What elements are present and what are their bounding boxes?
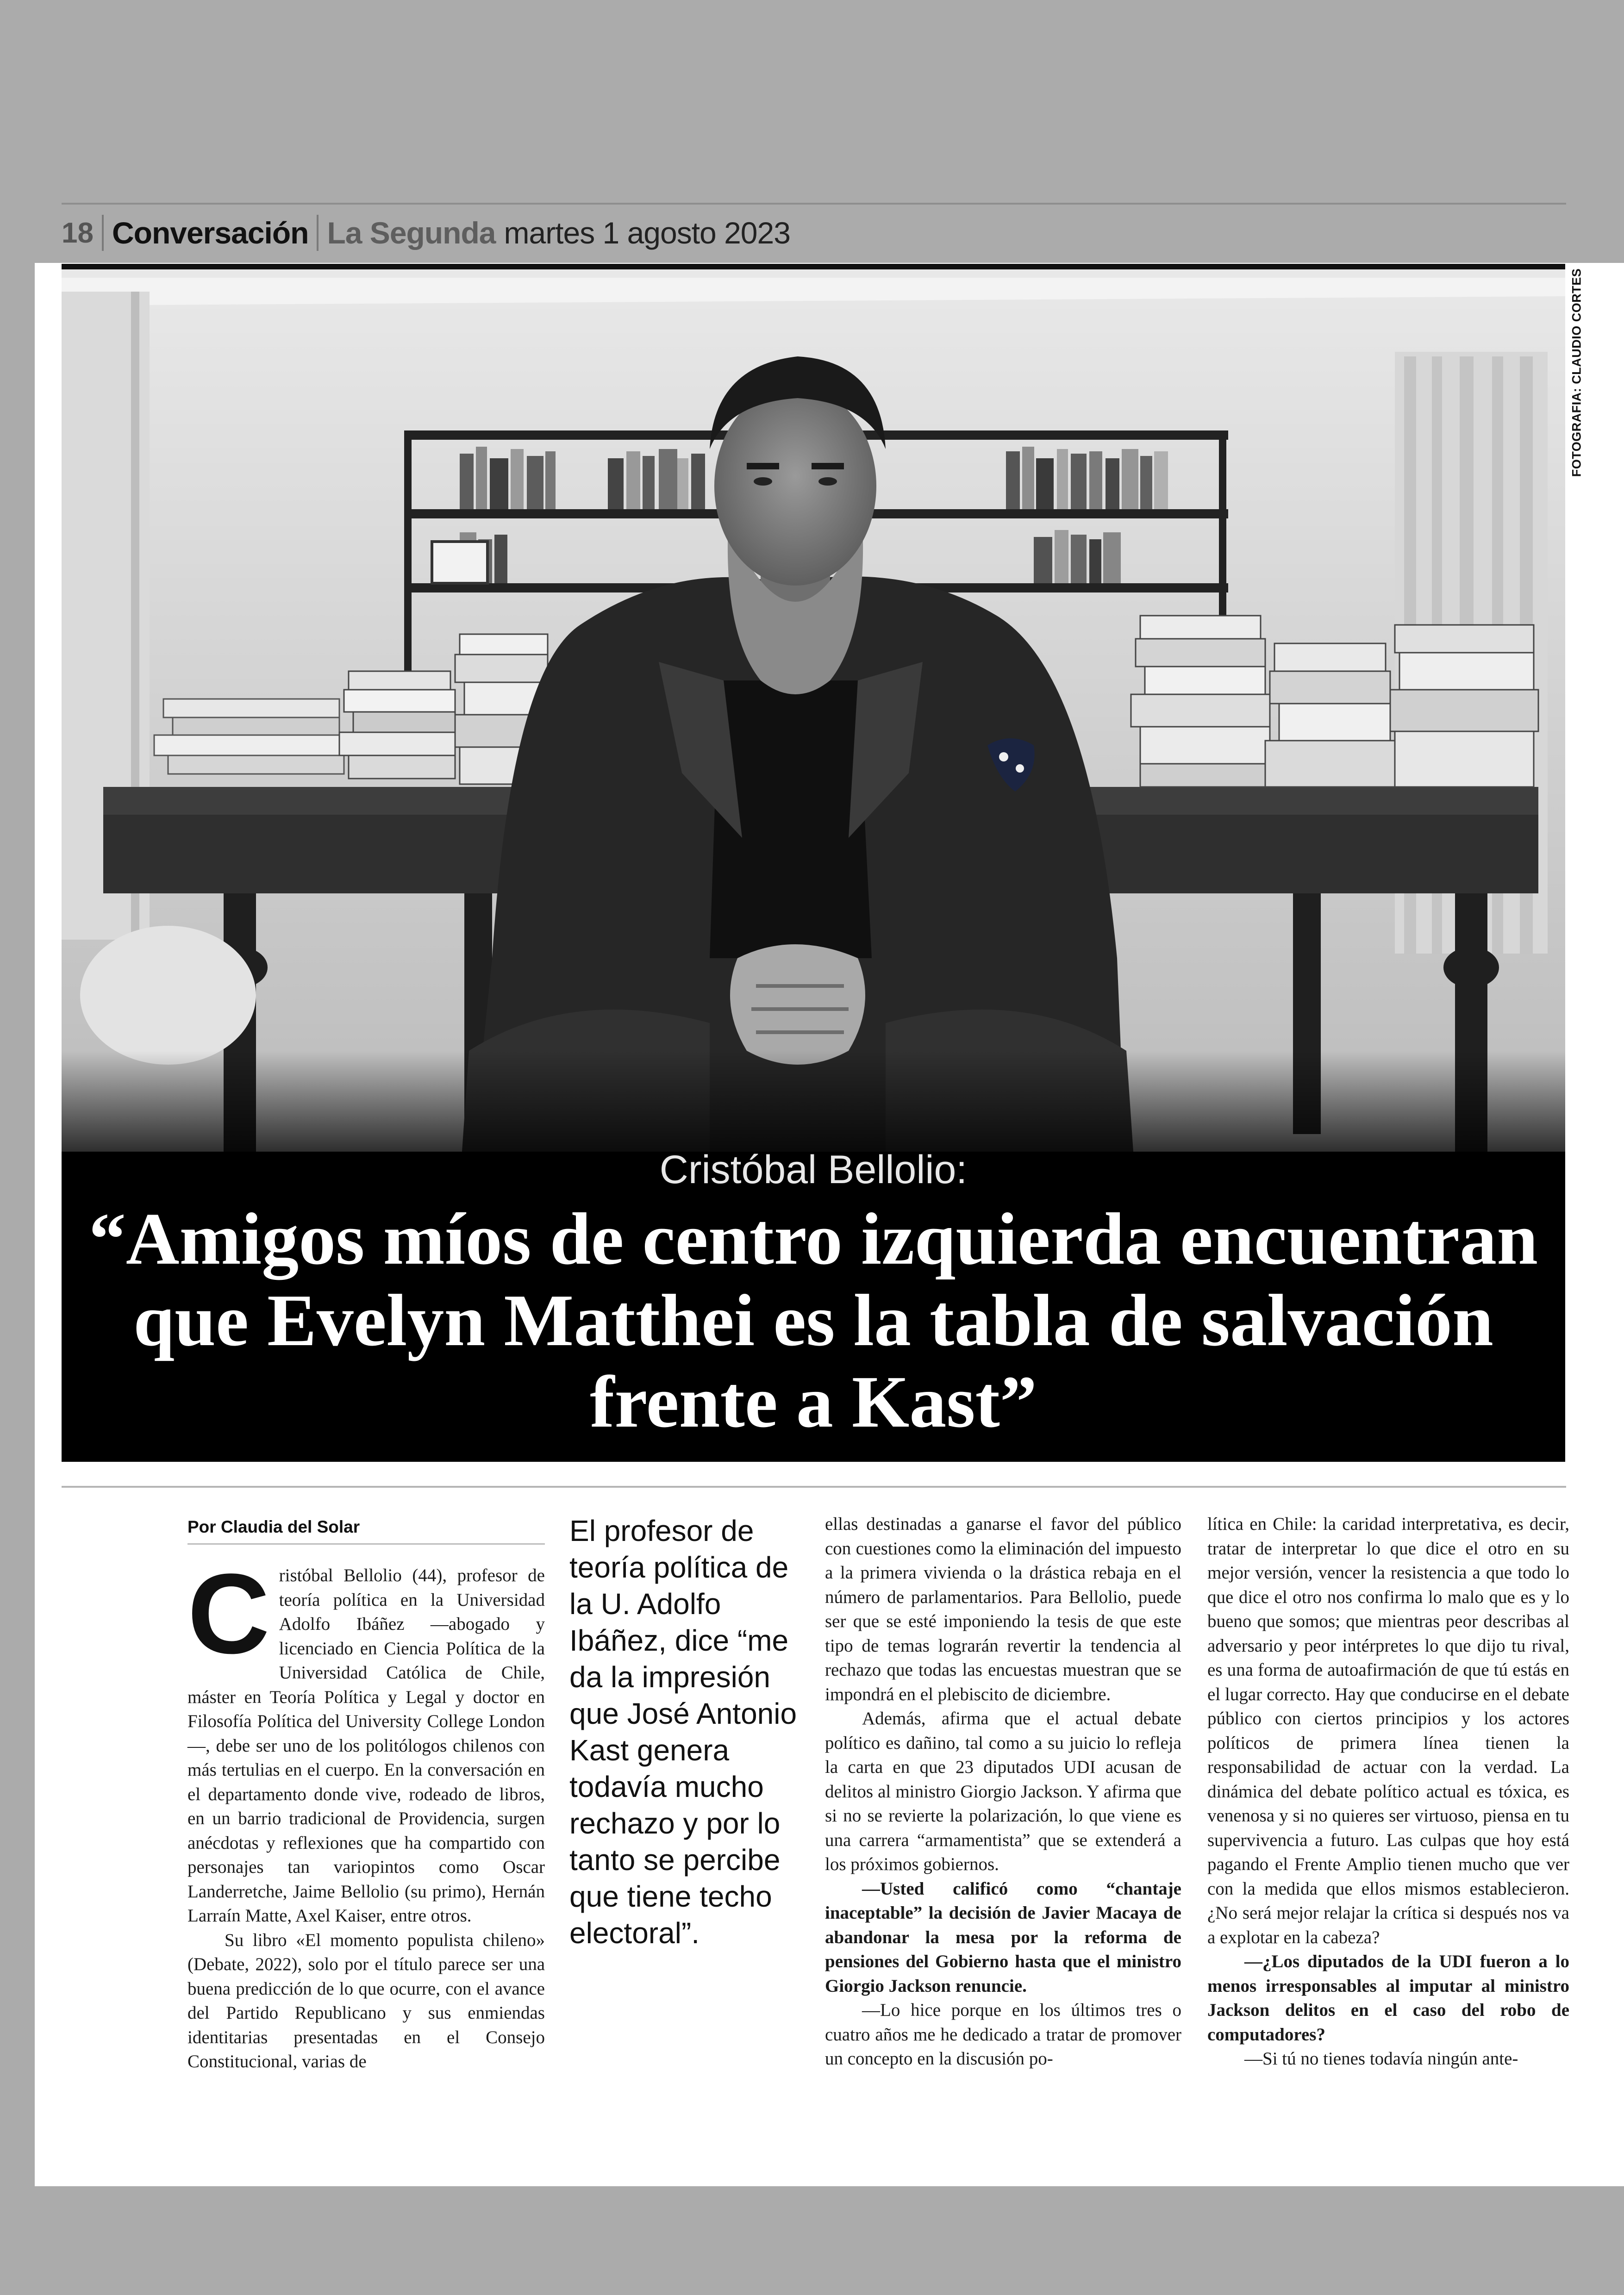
header-divider xyxy=(102,215,104,251)
byline: Por Claudia del Solar xyxy=(187,1517,545,1545)
column-4-paragraph-2: —Si tú no tienes todavía ningún ante- xyxy=(1244,2049,1518,2069)
headline-kicker: Cristóbal Bellolio: xyxy=(659,1148,968,1192)
page-number: 18 xyxy=(62,217,94,249)
interview-question: —Usted calificó como “chantaje inaceptable” la decisión de Javier Macaya de abandonar la mesa por la reforma de pensiones del Gobierno hasta que el ministro Giorgio Jackson renuncie. xyxy=(825,1878,1181,1996)
headline-title: “Amigos míos de centro izquierda encuentran que Evelyn Matthei es la tabla de salvación frente a Kast” xyxy=(88,1197,1538,1443)
headline-bottom-rule xyxy=(62,1486,1566,1488)
column-1-paragraph-1: ristóbal Bellolio (44), profesor de teoría política en la Universidad Adolfo Ibáñez —abogado y licenciado en Ciencia Política de la Universidad Católica de Chile, máster en Teoría Política y Legal y doctor en Filosofía Política del University College London—, debe ser uno de los politólogos chilenos con más tertulias en el cuerpo. En la conversación en el departamento donde vive, rodeado de libros, en un barrio tradicional de Providencia, surgen anécdotas y reflexiones que ha compartido con personajes tan variopintos como Oscar Landerretche, Jaime Bellolio (su primo), Hernán Larraín Matte, Axel Kaiser, entre otros. xyxy=(187,1565,545,1926)
pull-quote: El profesor de teoría política de la U. Adolfo Ibáñez, dice “me da la impresión que José Antonio Kast genera todavía mucho rechazo y por lo tanto se percibe que tiene techo electoral”. xyxy=(569,1514,797,1950)
article-column-1 xyxy=(187,1550,545,2074)
header-divider xyxy=(317,215,319,251)
top-rule xyxy=(62,203,1566,205)
photo-credit xyxy=(1563,266,1591,479)
column-3-paragraph-3: —Lo hice porque en los últimos tres o cuatro años me he dedicado a tratar de promover un concepto en la discusión po- xyxy=(825,2000,1181,2069)
column-3-paragraph-2: Además, afirma que el actual debate político es dañino, tal como a su juicio lo refleja la carta en que 23 diputados UDI acusan de delitos al ministro Giorgio Jackson. Y afirma que si no se revierte la polarización, lo que viene es una carrera “armamentista” que se extenderá a los próximos gobiernos. xyxy=(825,1709,1181,1874)
section-name: Conversación xyxy=(112,216,309,250)
interview-question: —¿Los diputados de la UDI fueron a lo menos irresponsables al imputar al ministro Jackson delitos en el caso del robo de computadores? xyxy=(1207,1952,1569,2045)
article-column-3 xyxy=(825,1512,1181,2071)
column-3-paragraph-1: ellas destinadas a ganarse el favor del público con cuestiones como la eliminación del impuesto a la primera vivienda o la drástica rebaja en el número de parlamentarios. Para Bellolio, puede ser que se esté imponiendo la tesis de que este tipo de temas lograrán revertir la tendencia al rechazo que todas las encuestas muestran que se impondrá en el plebiscito de diciembre. xyxy=(825,1514,1181,1704)
newspaper-name: La Segunda xyxy=(327,216,496,250)
publication-date: martes 1 agosto 2023 xyxy=(504,216,790,250)
portrait-photo xyxy=(62,264,1565,1185)
article-column-4 xyxy=(1207,1512,1569,2071)
photo-credit-text: FOTOGRAFIA: CLAUDIO CORTES xyxy=(1569,268,1584,477)
drop-cap: C xyxy=(187,1550,270,1678)
column-1-paragraph-2: Su libro «El momento populista chileno» (Debate, 2022), solo por el título parece ser una buena predicción de lo que ocurre, con el avance del Partido Republicano y sus enmiendas identitarias presentadas en el Consejo Constitucional, varias de xyxy=(187,1930,545,2071)
column-4-paragraph-1: lítica en Chile: la caridad interpretativa, es decir, tratar de interpretar lo que dice el otro en su mejor versión, vencer la resistencia a que todo lo que dice el otro nos confirma lo malo que es y lo bueno que somos; que mientras peor describas al adversario y peor intérpretes lo que dijo tu rival, es una forma de autoafirmación de que tú estás en el lugar correcto. Hay que conducirse en el debate público con ciertos principios y los actores políticos de primera línea tienen la responsabilidad de actuar con la verdad. La dinámica del debate político actual es tóxica, es venenosa y si no quieres ser virtuoso, piensa en tu supervivencia a futuro. Las culpas que hoy está pagando el Frente Amplio tienen mucho que ver con la medida que ellos mismos establecieron. ¿No será mejor relajar la crítica si después nos va a explotar en la cabeza? xyxy=(1207,1514,1569,1947)
page-header xyxy=(62,212,790,254)
